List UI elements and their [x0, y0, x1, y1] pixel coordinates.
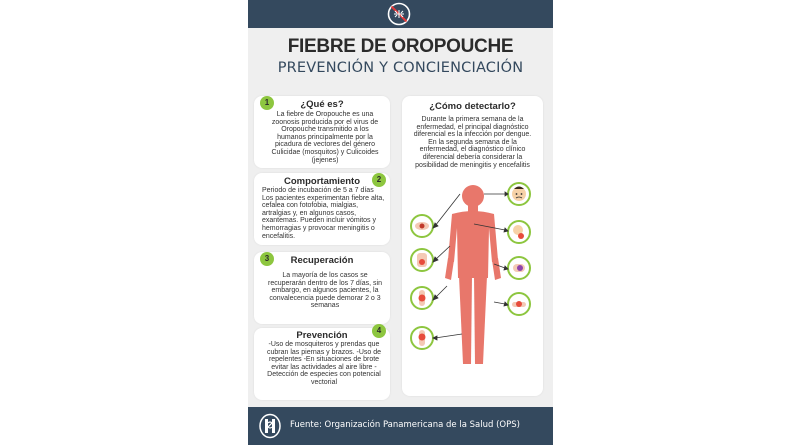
section-card-prevencion — [254, 328, 390, 400]
section-heading: ¿Qué es? — [300, 99, 344, 110]
detect-heading: ¿Cómo detectarlo? — [429, 101, 516, 112]
section-number-badge: 3 — [260, 252, 274, 266]
section-card-que-es — [254, 96, 390, 168]
section-card-recuperacion — [254, 252, 390, 324]
symptom-arrows — [402, 96, 543, 396]
page-title: FIEBRE DE OROPOUCHE — [287, 36, 514, 57]
detect-card — [402, 96, 543, 396]
section-card-comportamiento — [254, 173, 390, 245]
section-number-badge: 2 — [372, 173, 386, 187]
section-body: La fiebre de Oropouche es una zoonosis producida por el virus de Oropouche transmitido a los humanos principalmente por la picadura de vectores del género Culicidae (mosquitos) y Culicoides (jejenes) — [271, 111, 379, 164]
section-body: -Uso de mosquiteros y prendas que cubran las piernas y brazos. -Uso de repelentes -En situaciones de brote evitar las actividades al aire libre -Detección de especies con potencial vectorial — [267, 341, 381, 386]
section-body: La mayoría de los casos se recuperarán dentro de los 7 días, sin embargo, en algunos pacientes, la convalecencia puede demorar 2 o 3 semanas — [267, 272, 382, 310]
infographic-poster — [248, 0, 553, 445]
section-number-badge: 4 — [372, 324, 386, 338]
ops-logo-icon — [258, 413, 282, 439]
section-heading: Prevención — [296, 330, 348, 341]
section-heading: Recuperación — [290, 255, 354, 266]
no-mosquito-icon — [385, 2, 413, 26]
section-number-badge: 1 — [260, 96, 274, 110]
section-heading: Comportamiento — [284, 176, 360, 187]
top-band — [248, 0, 553, 28]
section-body: Periodo de incubación de 5 a 7 días Los pacientes experimentan fiebre alta, cefalea con fotofobia, mialgias, artralgias y, en algunos casos, exantemas. Pueden incluir vómitos y hemorragias y provocar meningitis o encefalitis. — [262, 187, 385, 240]
footer-band — [248, 407, 553, 445]
detect-body: Durante la primera semana de la enfermedad, el principal diagnóstico diferencial es la infección por dengue. En la segunda semana de la enfermedad, el diagnóstico clínico diferencial debería considerar la posibilidad de meningitis y encefalitis — [413, 116, 532, 169]
page-subtitle: PREVENCIÓN Y CONCIENCIACIÓN — [277, 60, 524, 76]
source-text: Fuente: Organización Panamericana de la Salud (OPS) — [290, 420, 520, 430]
